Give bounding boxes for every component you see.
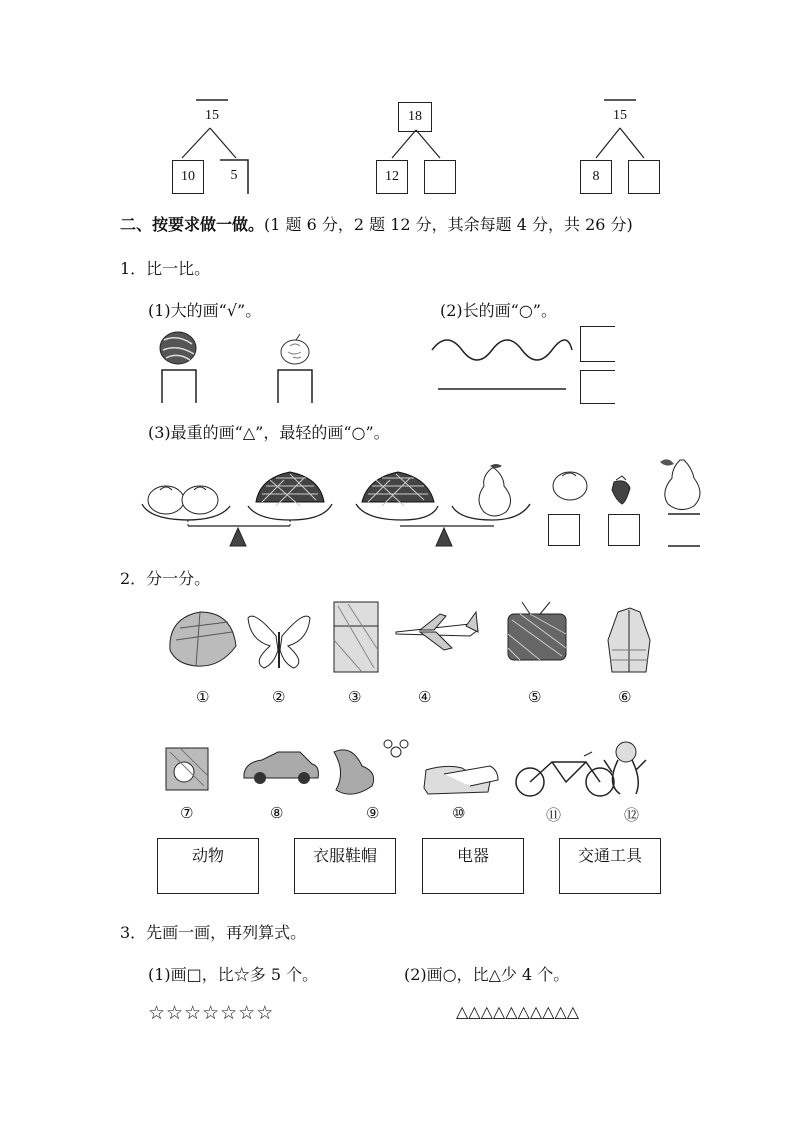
category-box-animals[interactable]: 动物	[157, 838, 259, 894]
tree2-left-box: 12	[376, 160, 408, 194]
tree2-top-box: 18	[398, 102, 432, 132]
monkey-icon	[604, 742, 646, 794]
tree1-right: 5	[230, 168, 238, 183]
item-number-11: ⑪	[546, 806, 562, 824]
item-number-9: ⑨	[366, 804, 380, 822]
item-number-8: ⑧	[270, 804, 284, 822]
item-number-7: ⑦	[180, 804, 194, 822]
goldfish-icon	[334, 740, 408, 794]
q3-part1: (1)画□，比☆多 5 个。	[148, 965, 319, 984]
category-box-appliances[interactable]: 电器	[422, 838, 524, 894]
q3-stars: ☆☆☆☆☆☆☆	[148, 1002, 275, 1024]
tree1-left-box: 10	[172, 160, 204, 194]
item-number-5: ⑤	[528, 688, 542, 706]
q1-part3: (3)最重的画“△”，最轻的画“○”。	[148, 423, 390, 442]
section2-heading: 二、按要求做一做。	[120, 215, 265, 234]
tree3-top: 15	[613, 108, 627, 123]
q2-title: 2．分一分。	[120, 569, 211, 588]
q3-triangles: △△△△△△△△△△	[456, 1002, 580, 1021]
q3-part2: (2)画○，比△少 4 个。	[404, 965, 570, 984]
item-number-12: ⑫	[624, 806, 640, 824]
item-number-2: ②	[272, 688, 286, 706]
category-box-transport[interactable]: 交通工具	[559, 838, 661, 894]
category-box-clothing[interactable]: 衣服鞋帽	[294, 838, 396, 894]
q3-title: 3．先画一画，再列算式。	[120, 923, 307, 942]
tree3-left-box: 8	[580, 160, 612, 194]
item-number-10: ⑩	[452, 804, 466, 822]
bicycle-icon	[516, 752, 614, 796]
item-number-3: ③	[348, 688, 362, 706]
q1-part2: (2)长的画“○”。	[440, 301, 557, 320]
item-number-6: ⑥	[618, 688, 632, 706]
q1-title: 1．比一比。	[120, 259, 211, 278]
item-number-1: ①	[196, 688, 210, 706]
sneakers-icon	[424, 766, 498, 794]
section2-note: (1 题 6 分，2 题 12 分，其余每题 4 分，共 26 分)	[264, 215, 633, 234]
car-icon	[244, 752, 318, 784]
item-number-4: ④	[418, 688, 432, 706]
q1-part1: (1)大的画“√”。	[148, 301, 262, 320]
tree1-top: 15	[205, 108, 219, 123]
washing-machine-icon	[166, 748, 208, 790]
